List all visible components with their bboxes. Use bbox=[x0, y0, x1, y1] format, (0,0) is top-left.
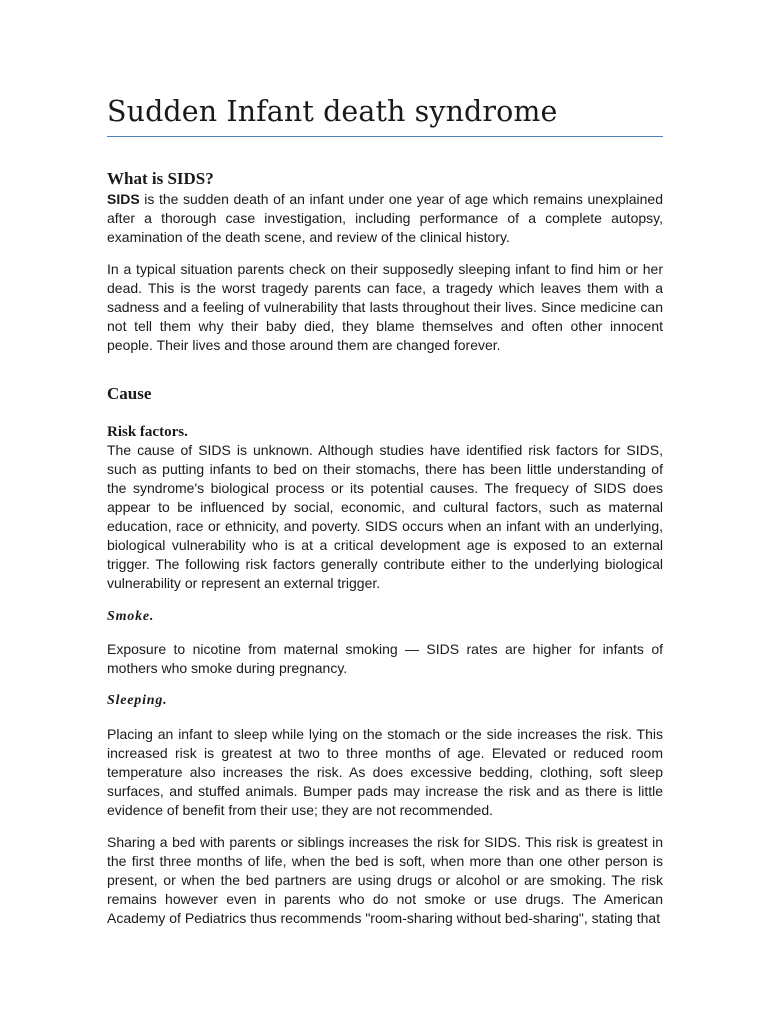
heading-smoke: Smoke. bbox=[107, 609, 155, 624]
heading-sleeping: Sleeping. bbox=[107, 693, 168, 708]
heading-risk-factors: Risk factors. bbox=[107, 424, 188, 440]
paragraph-sids-definition bbox=[107, 190, 663, 247]
document-title: Sudden Infant death syndrome bbox=[107, 92, 663, 137]
definition-text: is the sudden death of an infant under one year of age which remains unexplained after a thorough case investigation, including performance of a complete autopsy, examination of the death scene, and review of the clinical history. bbox=[107, 191, 663, 245]
paragraph-typical-situation: In a typical situation parents check on their supposedly sleeping infant to find him or her dead. This is the worst tragedy parents can face, a tragedy which leaves them with a sadness and a feeling of vulnerability that lasts throughout their lives. Since medicine can not tell them why their baby died, they blame themselves and often other innocent people. Their lives and those around them are changed forever. bbox=[107, 261, 663, 353]
paragraph-risk-factors: The cause of SIDS is unknown. Although studies have identified risk factors for SIDS, such as putting infants to bed on their stomachs, there has been little understanding of the syndrome's biological process or its potential causes. The frequecy of SIDS does appear to be influenced by social, economic, and cultural factors, such as maternal education, race or ethnicity, and poverty. SIDS occurs when an infant with an underlying, biological vulnerability who is at a critical development age is exposed to an external trigger. The following risk factors generally contribute either to the underlying biological vulnerability or represent an external trigger. bbox=[107, 442, 663, 591]
heading-cause: Cause bbox=[107, 384, 152, 403]
heading-what-is-sids: What is SIDS? bbox=[107, 169, 214, 188]
document-page bbox=[107, 92, 663, 928]
paragraph-bed-sharing: Sharing a bed with parents or siblings increases the risk for SIDS. This risk is greatest in the first three months of life, when the bed is soft, when more than one other person is present, or when the bed partners are using drugs or alcohol or are smoking. The risk remains however even in parents who do not smoke or use drugs. The American Academy of Pediatrics thus recommends "room-sharing without bed-sharing", stating that bbox=[107, 834, 663, 926]
paragraph-sleeping-position: Placing an infant to sleep while lying on the stomach or the side increases the risk. This increased risk is greatest at two to three months of age. Elevated or reduced room temperature also increases the risk. As does excessive bedding, clothing, soft sleep surfaces, and stuffed animals. Bumper pads may increase the risk and as there is little evidence of benefit from their use; they are not recommended. bbox=[107, 726, 663, 818]
paragraph-smoke: Exposure to nicotine from maternal smoking — SIDS rates are higher for infants of mothers who smoke during pregnancy. bbox=[107, 641, 663, 676]
term-sids: SIDS bbox=[107, 191, 140, 207]
